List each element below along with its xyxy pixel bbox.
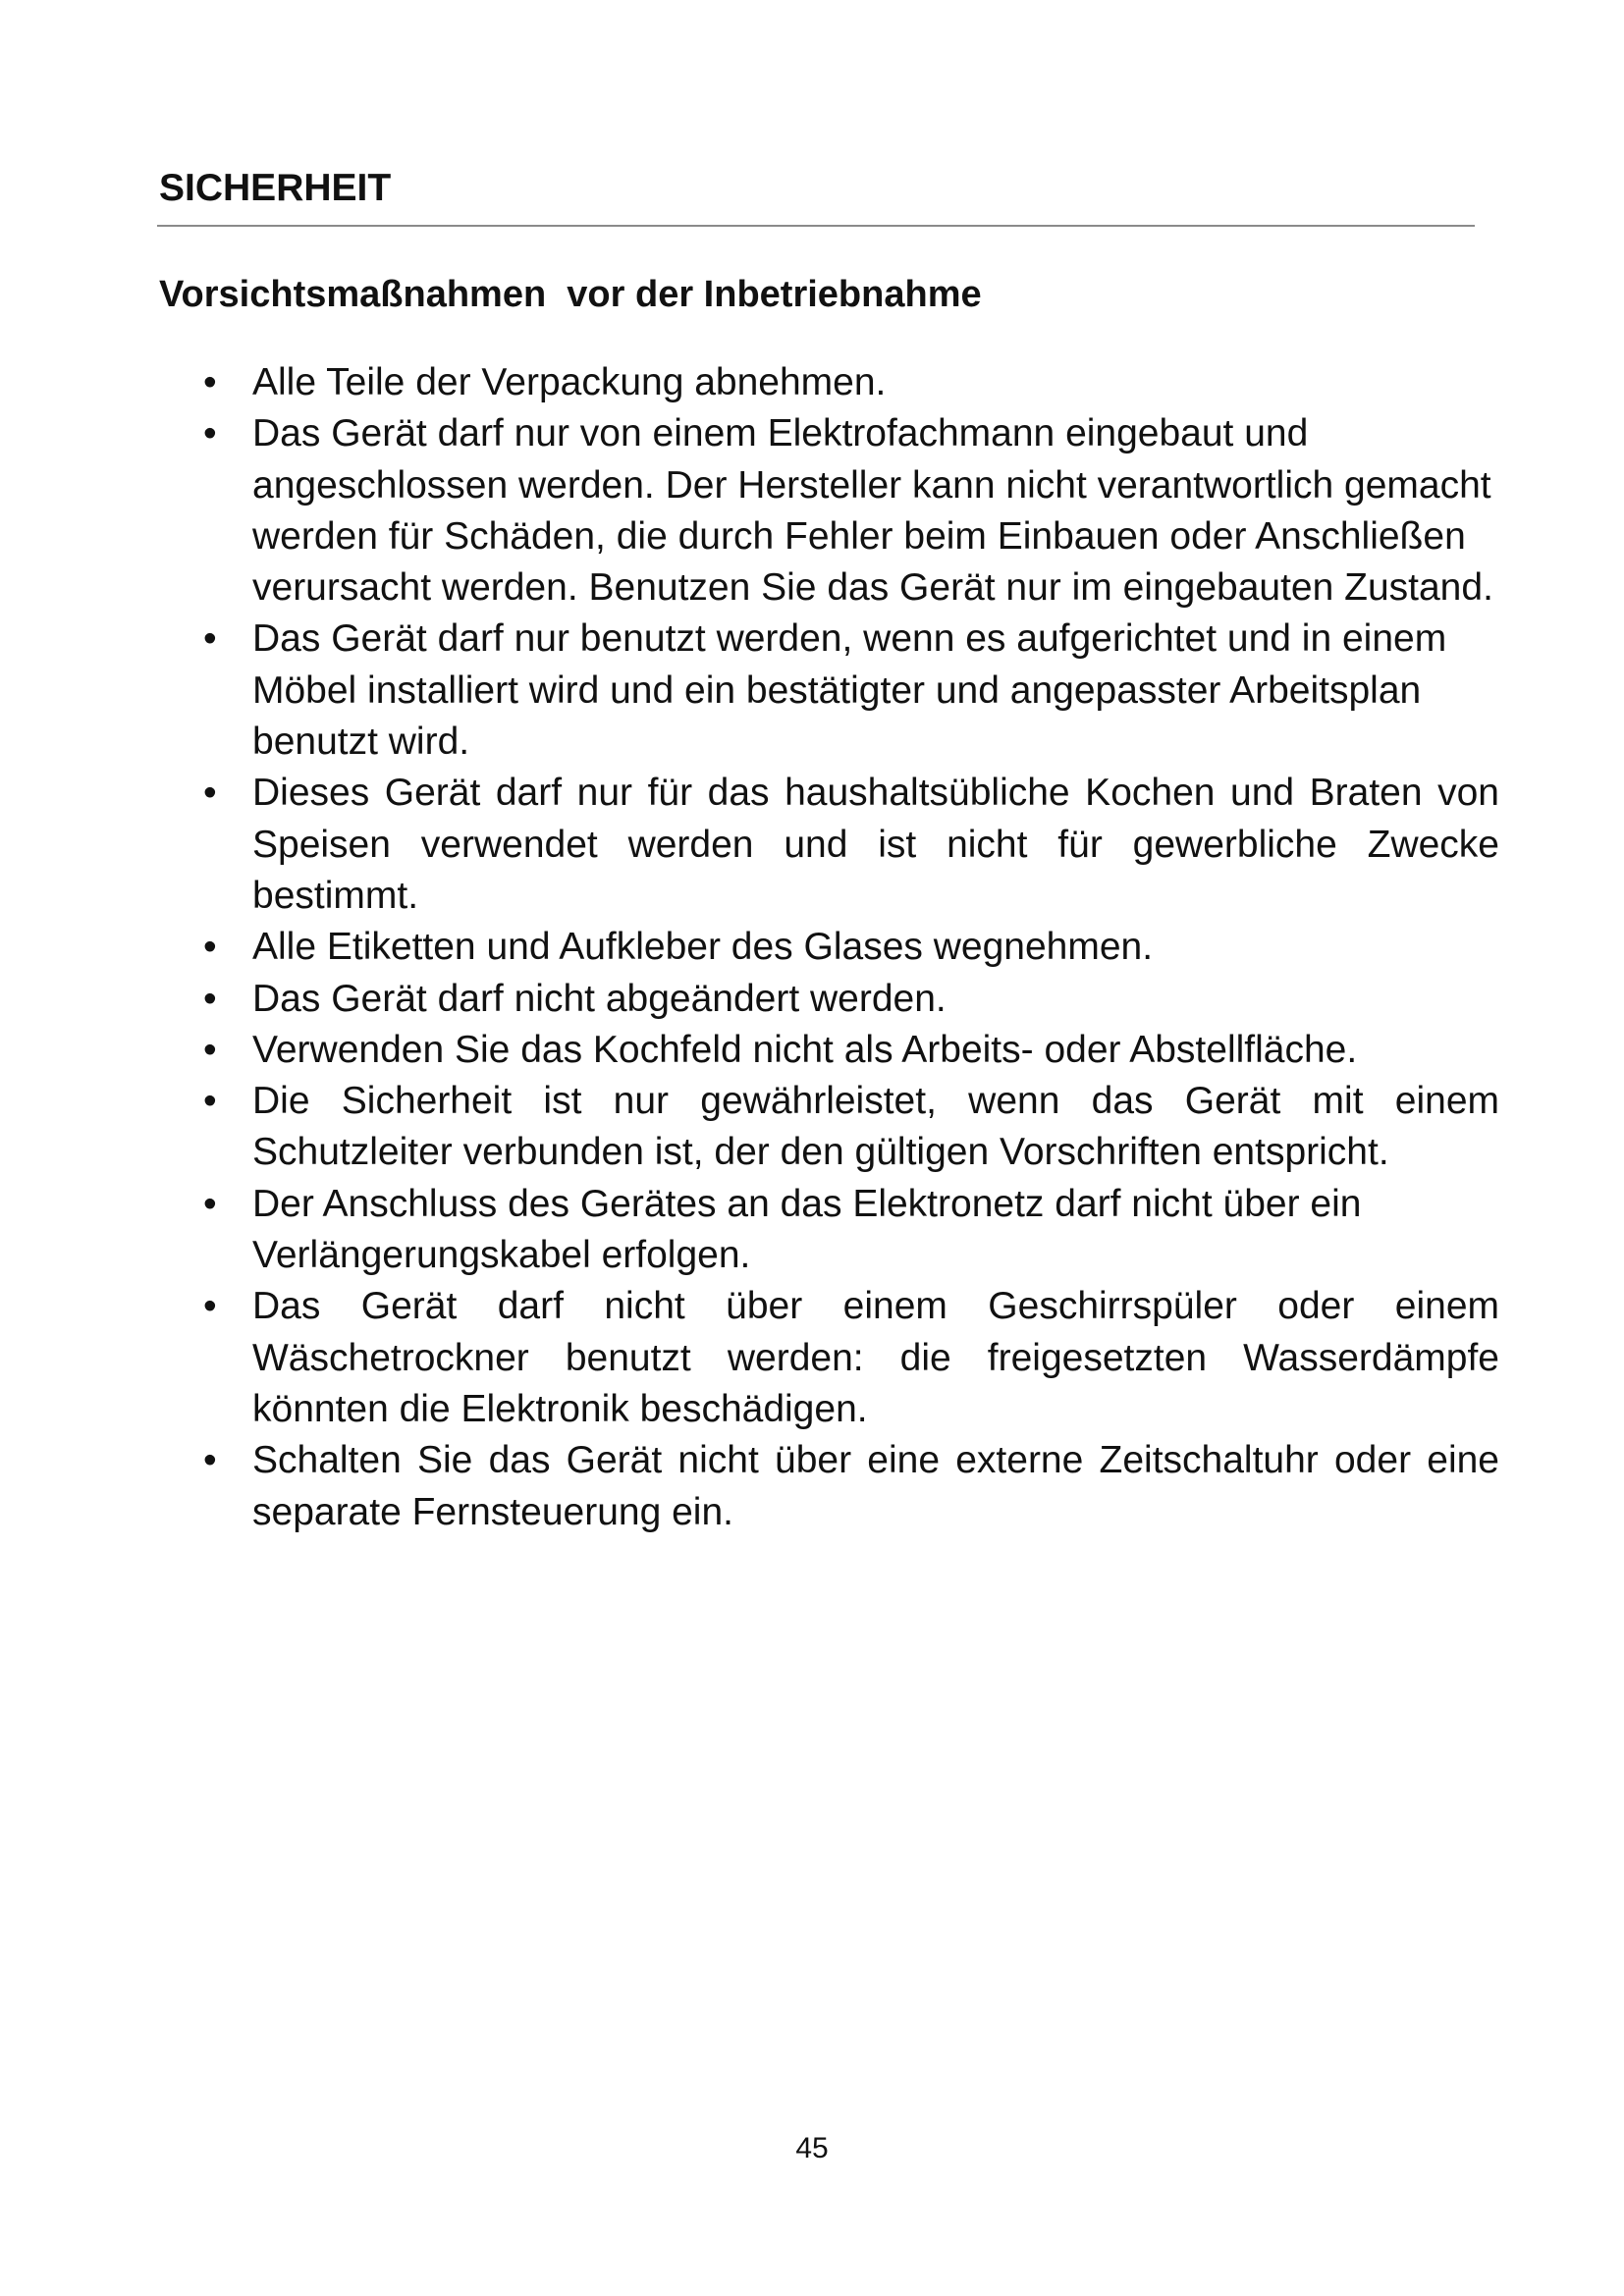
bullet-icon: • xyxy=(203,772,217,815)
list-item-text: Das Gerät darf nur benutzt werden, wenn es aufgerichtet und in einem Möbel installiert wird und ein bestätigter und angepasster Arbeitsplan benutzt wird. xyxy=(252,617,1447,764)
list-item xyxy=(203,922,1499,973)
bullet-icon: • xyxy=(203,1028,217,1071)
title-underline xyxy=(157,225,1475,227)
list-item xyxy=(203,614,1499,768)
list-item-text: Dieses Gerät darf nur für das haushaltsübliche Kochen und Braten von Speisen verwendet werden und ist nicht für gewerbliche Zwecke bestimmt. xyxy=(252,772,1499,917)
bullet-icon: • xyxy=(203,412,217,455)
list-item xyxy=(203,408,1499,614)
list-item-text: Der Anschluss des Gerätes an das Elektronetz darf nicht über ein Verlängerungskabel erfolgen. xyxy=(252,1182,1362,1277)
list-item-text: Das Gerät darf nicht über einem Geschirrspüler oder einem Wäschetrockner benutzt werden: die freigesetzten Wasserdämpfe könnten die Elektronik beschädigen. xyxy=(252,1285,1499,1430)
page-number: 45 xyxy=(795,2132,829,2164)
list-item-text: Alle Teile der Verpackung abnehmen. xyxy=(252,361,887,403)
bullet-icon: • xyxy=(203,1080,217,1123)
subsection-title: Vorsichtsmaßnahmen vor der Inbetriebnahme xyxy=(159,274,982,315)
list-item xyxy=(203,1179,1499,1282)
list-item xyxy=(203,1435,1499,1538)
bullet-icon: • xyxy=(203,1439,217,1482)
list-item xyxy=(203,1025,1499,1076)
bullet-icon: • xyxy=(203,977,217,1020)
list-item-text: Alle Etiketten und Aufkleber des Glases wegnehmen. xyxy=(252,926,1154,969)
list-item-text: Verwenden Sie das Kochfeld nicht als Arbeits- oder Abstellfläche. xyxy=(252,1028,1358,1071)
list-item-text: Schalten Sie das Gerät nicht über eine externe Zeitschaltuhr oder eine separate Fernsteuerung ein. xyxy=(252,1439,1499,1533)
list-item-text: Das Gerät darf nur von einem Elektrofachmann eingebaut und angeschlossen werden. Der Hersteller kann nicht verantwortlich gemacht werden für Schäden, die durch Fehler beim Einbauen oder Anschließen verursacht werden. Benutzen Sie das Gerät nur im eingebauten Zustand. xyxy=(252,412,1493,610)
list-item xyxy=(203,357,1499,408)
bullet-icon: • xyxy=(203,926,217,969)
list-item xyxy=(203,768,1499,922)
list-item xyxy=(203,1076,1499,1179)
list-item-text: Das Gerät darf nicht abgeändert werden. xyxy=(252,977,947,1020)
section-title: SICHERHEIT xyxy=(159,167,392,209)
bullet-icon: • xyxy=(203,361,217,403)
list-item xyxy=(203,974,1499,1025)
safety-precautions-list xyxy=(203,357,1499,1538)
list-item xyxy=(203,1281,1499,1435)
bullet-icon: • xyxy=(203,1285,217,1328)
bullet-icon: • xyxy=(203,617,217,661)
list-item-text: Die Sicherheit ist nur gewährleistet, wenn das Gerät mit einem Schutzleiter verbunden ist, der den gültigen Vorschriften entspricht. xyxy=(252,1080,1499,1174)
bullet-icon: • xyxy=(203,1182,217,1225)
